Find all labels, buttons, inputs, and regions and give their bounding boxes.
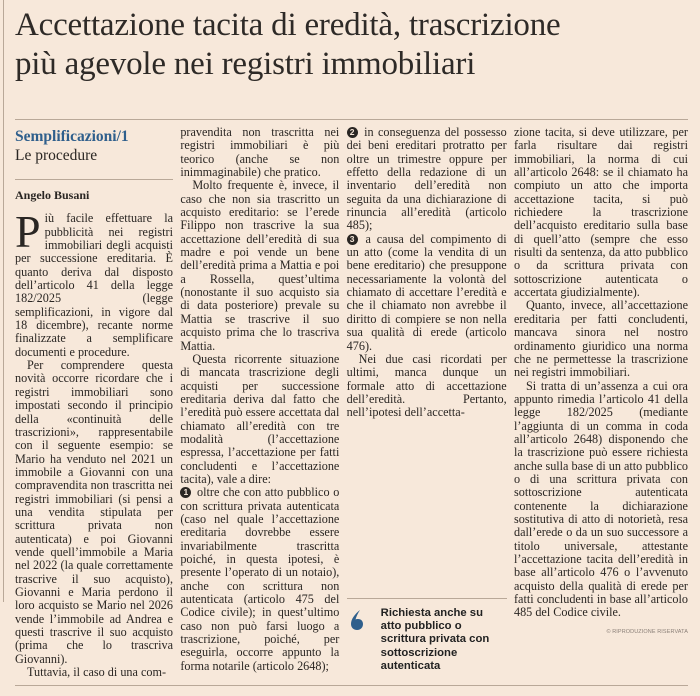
quote-mark-icon: [349, 609, 365, 631]
paragraph: Nei due casi ricordati per ultimi, manca dunque un formale atto di accettazione dell’eredità. Pertanto, nell’ipotesi dell’accetta-: [346, 351, 507, 420]
headline-line-1: Accettazione tacita di eredità, trascrizione: [15, 7, 561, 43]
list-item-text: in conseguenza del possesso dei beni ereditari protratto per oltre un trimestre oppure per effetto della redazione di un inventario dell’eredità non seguita da una dichiarazione di rinuncia all’eredità (articolo 485);: [346, 125, 507, 233]
column-2: [180, 126, 339, 679]
paragraph: [15, 206, 173, 359]
paragraph: Quanto, invece, all’accettazione ereditaria per fatti concludenti, mancava sinora nel nostro ordinamento giuridico una norma che ne permettesse la trascrizione nei registri immobiliari.: [513, 298, 688, 380]
left-border: [3, 0, 4, 602]
paragraph: Per comprendere questa novità occorre ricordare che i registri immobiliari sono impostati secondo il principio della «continuità delle trascrizioni», rappresentabile con il seguente esempio: se Mario ha venduto nel 2021 un immobile a Giovanni con una compravendita non trascritta nei registri immobiliari (si pensi a una vendita stipulata per scrittura privata non autenticata) e poi Giovanni vende quell’immobile a Maria nel 2022 (la quale correttamente trascrive il suo acquisto), Giovanni e Maria perdono il loro acquisto se Mario nel 2026 vende l’immobile ad Andrea e questi trascrive il suo acquisto (prima che lo trascriva Giovanni).: [15, 358, 173, 666]
column-1: [15, 126, 173, 679]
headline: [15, 6, 695, 84]
paragraph: Questa ricorrente situazione di mancata trascrizione degli acquisti per successione ereditaria deriva dal fatto che l’eredità può essere accettata dal chiamato all’eredità con tre modalità (l’accettazione espressa, l’accettazione per fatti concludenti e l’accettazione tacita), vale a dire:: [180, 351, 340, 486]
number-badge-icon: 2: [347, 127, 358, 138]
pull-quote: [347, 598, 507, 679]
list-item: [347, 233, 507, 353]
article-body: [15, 126, 688, 696]
list-item: [347, 126, 507, 233]
section-kicker: Semplificazioni/1: [15, 128, 129, 145]
divider: [15, 179, 173, 180]
paragraph: zione tacita, si deve utilizzare, per farla risultare dai registri immobiliari, la norma di cui all’articolo 2648: se il chiamato ha compiuto un atto che importa accettazione tacita, si può richiedere la trascrizione dell’acquisto ereditario sulla base di quell’atto (sempre che esso risulti da sentenza, da atto pubblico o da scrittura privata con sottoscrizione autenticata o accertata giudizialmente).: [513, 125, 688, 300]
paragraph: pravendita non trascritta nei registri immobiliari è più teorico (anche se non inimmaginabile) che pratico.: [180, 125, 340, 180]
headline-line-2: più agevole nei registri immobiliari: [15, 46, 476, 82]
column-4: [514, 126, 688, 679]
section-subtitle: Le procedure: [15, 147, 98, 164]
list-item-text: oltre che con atto pubblico o con scrittura privata autenticata (caso nel quale l’accettazione ereditaria dovrebbe essere invariabilmente trascritta poiché, in questa ipotesi, è presente l’operato di un notaio), anche con scrittura non autenticata (articolo 475 del Codice civile); in quest’ultimo caso non può farsi luogo a trascrizione, poiché, per eseguirla, occorre appunto la forma notarile (articolo 2648);: [180, 485, 340, 673]
paragraph-text: iù facile effettuare la pubblicità nei registri immobiliari degli acquisti per successione ereditaria. È quanto deriva dal disposto dell’articolo 41 della legge 182/2025 (legge semplificazioni, in vigore dal 18 dicembre), recante norme finalizzate a semplificare documenti e procedure.: [15, 211, 173, 359]
pull-quote-text: Richiesta anche su atto pubblico o scrittura privata con sottoscrizione autenticata: [380, 606, 490, 673]
divider: [15, 685, 688, 686]
paragraph: Molto frequente è, invece, il caso che non sia trascritto un acquisto ereditario: se l’erede Filippo non trascrive la sua accettazione dell’eredità di sua madre e poi vende un bene dell’eredità prima a Mattia e poi a Rossella, quest’ultima (nonostante il suo acquisto sia di data posteriore) prevale su Mattia se trascrive il suo acquisto prima che lo trascriva Mattia.: [180, 178, 340, 353]
paragraph: Tuttavia, il caso di una com-: [27, 665, 167, 680]
list-item-text: a causa del compimento di un atto (come la vendita di un bene ereditario) che presuppone necessariamente la volontà del chiamato di accettare l’eredità e che il chiamato non avrebbe il diritto di compiere se non nella sua qualità di erede (articolo 476).: [346, 231, 507, 353]
divider: [15, 119, 688, 120]
columns: [15, 126, 688, 679]
number-badge-icon: 1: [180, 487, 191, 498]
author: Angelo Busani: [15, 188, 90, 202]
spacer: [347, 420, 507, 434]
list-item: [180, 486, 339, 673]
number-badge-icon: 3: [347, 234, 358, 245]
paragraph: Si tratta di un’assenza a cui ora appunto rimedia l’articolo 41 della legge 182/2025 (mediante l’aggiunta di un comma in coda all’articolo 2648) disponendo che la trascrizione può essere richiesta anche sulla base di un atto pubblico o di una scrittura privata con sottoscrizione autenticata contenente la dichiarazione sostitutiva di atto di notorietà, resa dall’erede o da un suo successore a titolo universale, attestante l’accettazione tacita dell’eredità in base all’articolo 476 o l’avvenuto acquisto della qualità di erede per fatti concludenti in base all’articolo 485 del Codice civile.: [513, 378, 688, 620]
column-3: [347, 126, 507, 679]
copyright-notice: © RIPRODUZIONE RISERVATA: [606, 628, 688, 635]
drop-cap: P: [15, 206, 41, 258]
